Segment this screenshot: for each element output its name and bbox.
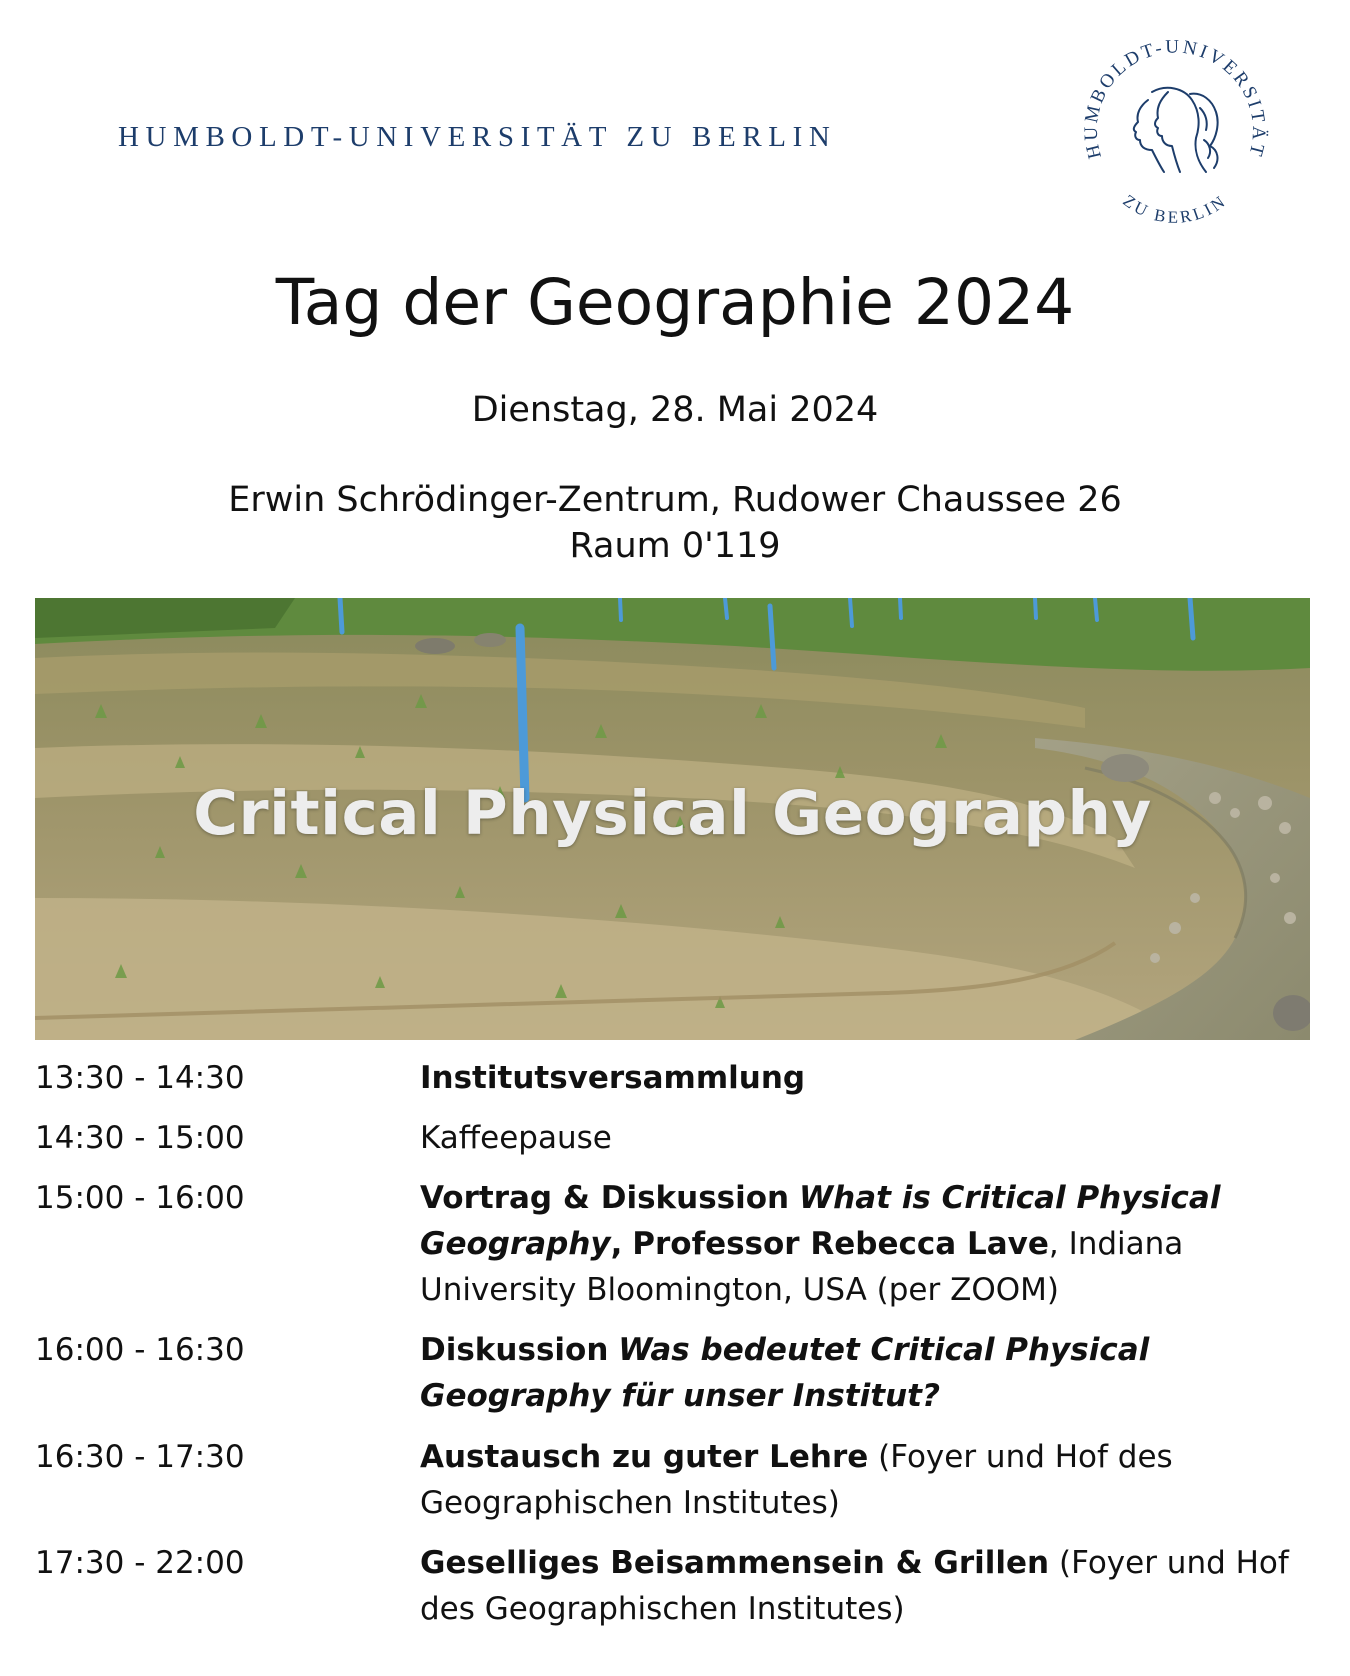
page-title: Tag der Geographie 2024 <box>275 266 1075 339</box>
schedule-title: Institutsversammlung <box>420 1060 806 1096</box>
schedule-title: Diskussion <box>420 1332 609 1368</box>
schedule-time: 15:00 - 16:00 <box>35 1180 245 1216</box>
seal-text-top: HUMBOLDT-UNIVERSITÄT <box>1080 36 1270 161</box>
schedule-location: (Foyer und Hof des Geographischen Institutes) <box>420 1439 1173 1521</box>
speaker-affiliation: , Indiana University Bloomington, USA (per ZOOM) <box>420 1226 1184 1308</box>
schedule-time: 14:30 - 15:00 <box>35 1120 245 1156</box>
schedule-location: (Foyer und Hof des Geographischen Institutes) <box>420 1545 1289 1627</box>
seal-text-bottom: ZU BERLIN <box>1119 190 1231 227</box>
schedule-title: Vortrag & Diskussion <box>420 1180 790 1216</box>
svg-text:ZU BERLIN <box>1119 191 1230 227</box>
banner-caption: Critical Physical Geography <box>193 778 1152 849</box>
university-name: HUMBOLDT-UNIVERSITÄT ZU BERLIN <box>118 121 837 153</box>
talk-comma: , <box>610 1226 623 1262</box>
schedule-title: Kaffeepause <box>420 1120 612 1156</box>
event-venue: Erwin Schrödinger-Zentrum, Rudower Chaussee 26 <box>228 480 1122 520</box>
talk-title: What is Critical Physical Geography <box>420 1180 1221 1262</box>
schedule-time: 17:30 - 22:00 <box>35 1545 245 1581</box>
banner-image <box>35 598 1310 1040</box>
schedule-title: Austausch zu guter Lehre <box>420 1439 869 1475</box>
schedule-time: 16:30 - 17:30 <box>35 1439 245 1475</box>
event-date: Dienstag, 28. Mai 2024 <box>471 390 879 430</box>
discussion-topic: Was bedeutet Critical Physical Geography für unser Institut? <box>420 1332 1150 1414</box>
speaker-name: Professor Rebecca Lave <box>632 1226 1049 1262</box>
university-seal-logo <box>1060 22 1290 252</box>
profiles-emblem <box>1134 88 1218 172</box>
svg-text:HUMBOLDT-UNIVERSITÄT <box>1081 36 1269 160</box>
event-room: Raum 0'119 <box>569 526 781 566</box>
schedule-title: Geselliges Beisammensein & Grillen <box>420 1545 1050 1581</box>
schedule-time: 13:30 - 14:30 <box>35 1060 245 1096</box>
schedule-time: 16:00 - 16:30 <box>35 1332 245 1368</box>
